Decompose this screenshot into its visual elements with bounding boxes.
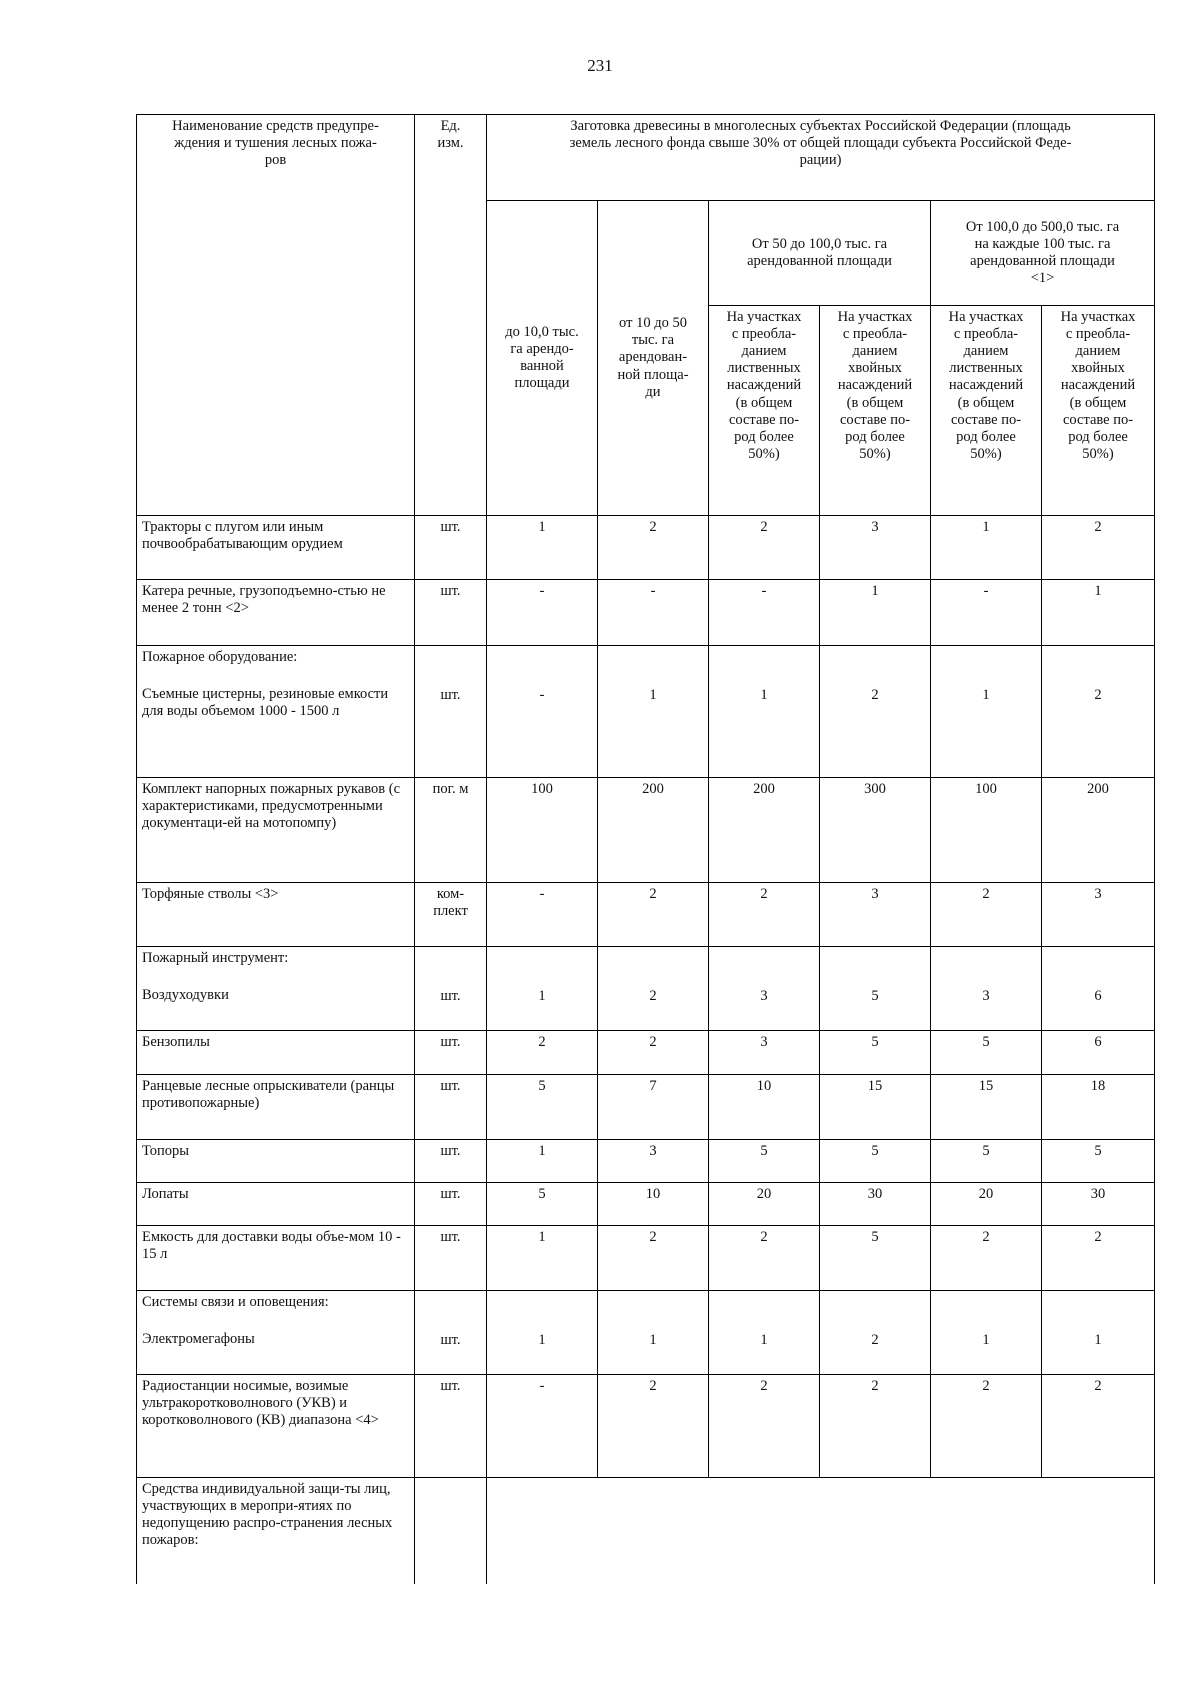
row-value-text: 20 [756,1186,772,1202]
spacer [603,1294,703,1332]
row-value [931,1075,1042,1140]
row-value-text: 1 [538,1143,546,1159]
row-value-text: 2 [538,1034,546,1050]
table-row [137,1075,1155,1140]
row-value [820,1291,931,1375]
row-value-text: 18 [1090,1078,1106,1094]
row-value [709,580,820,646]
row-value [931,778,1042,883]
row-value-text: 200 [1087,781,1109,797]
row-value-text: 5 [871,1034,879,1050]
row-value [598,1140,709,1183]
row-value-text: 1 [538,1229,546,1245]
row-value [598,1226,709,1291]
row-value-text: 2 [649,988,657,1004]
table-row [137,646,1155,778]
row-value [598,1183,709,1226]
row-value [598,1075,709,1140]
table-row [137,516,1155,580]
row-value-text: 1 [538,988,546,1004]
row-unit-text: шт. [440,1034,461,1050]
row-value-text: 300 [864,781,886,797]
row-name-cell [137,947,415,1031]
row-value [820,778,931,883]
row-value [820,516,931,580]
row-value [1042,516,1155,580]
row-unit [415,1140,487,1183]
row-value-text: 2 [649,886,657,902]
row-name: Торфяные стволы <3> [142,886,279,902]
row-unit [415,516,487,580]
row-value-text: - [539,583,545,599]
table-row [137,1375,1155,1478]
row-value [598,1031,709,1075]
row-value-text: 5 [982,1034,990,1050]
header-name: Наименование средств предупре- ждения и тушения лесных пожа- ров [137,115,415,516]
row-name: Катера речные, грузоподъемно-стью не менее 2 тонн <2> [142,583,386,617]
spacer [492,1294,592,1332]
row-unit [415,1226,487,1291]
row-value-text: 30 [867,1186,883,1202]
row-value-text: 5 [871,1229,879,1245]
section-title: Пожарное оборудование: [142,649,298,665]
row-value-text: 3 [760,988,768,1004]
row-value [1042,1291,1155,1375]
row-name: Ранцевые лесные опрыскиватели (ранцы противопожарные) [142,1078,395,1112]
row-value [820,1183,931,1226]
spacer [825,649,925,687]
row-value-text: 1 [982,1332,990,1348]
row-value [709,947,820,1031]
spacer [420,649,481,687]
row-unit-text: шт. [440,1229,461,1245]
table-row [137,1291,1155,1375]
table-row [137,1183,1155,1226]
header-col-upto-10: до 10,0 тыс. га арендо- ванной площади [487,201,598,516]
row-value [931,947,1042,1031]
spacer [603,950,703,988]
row-value [820,1075,931,1140]
row-value [487,883,598,947]
row-value-text: 5 [1094,1143,1102,1159]
row-value-text: 1 [1094,583,1102,599]
spacer [492,950,592,988]
spacer [825,950,925,988]
row-unit [415,1075,487,1140]
row-unit [415,580,487,646]
row-unit [415,646,487,778]
row-name: Тракторы с плугом или иным почвообрабатывающим орудием [142,519,343,553]
row-value [487,580,598,646]
spacer [936,649,1036,687]
spacer [492,649,592,687]
row-value-text: 3 [982,988,990,1004]
row-value [598,883,709,947]
row-value [709,1031,820,1075]
row-value-text: 5 [982,1143,990,1159]
row-name: Средства индивидуальной защи-ты лиц, участвующих в меропри-ятиях по недопущению распро-странения лесных пожаров: [142,1481,393,1549]
row-value-text: 5 [871,1143,879,1159]
row-value-text: 2 [1094,1378,1102,1394]
row-name: Топоры [142,1143,190,1159]
spacer [1047,1294,1149,1332]
row-value-text: 3 [760,1034,768,1050]
row-value-text: 2 [1094,1229,1102,1245]
row-name-cell [137,1375,415,1478]
row-unit [415,778,487,883]
row-name-cell [137,1226,415,1291]
row-value [931,1140,1042,1183]
row-unit-text: шт. [440,1143,461,1159]
row-value [820,1031,931,1075]
row-value-text: 1 [538,1332,546,1348]
row-name: Электромегафоны [142,1331,255,1348]
row-value-text: 200 [753,781,775,797]
row-value [709,1375,820,1478]
row-value [931,1375,1042,1478]
row-value [487,516,598,580]
header-col-10-50: от 10 до 50 тыс. га арендован- ной площа- ди [598,201,709,516]
row-name: Воздуходувки [142,987,229,1004]
row-value-text: - [761,583,767,599]
spacer [825,1294,925,1332]
header-sub-coniferous: На участках с преобла- данием хвойных насаждений (в общем составе по- род более 50%) [1042,306,1155,516]
row-value-text: 2 [649,1034,657,1050]
row-value-text: 3 [871,519,879,535]
page-number: 231 [587,56,613,75]
row-value-text: - [983,583,989,599]
row-name-cell [137,1478,415,1584]
section-title: Пожарный инструмент: [142,950,289,966]
row-value-text: 2 [649,1229,657,1245]
table-row [137,947,1155,1031]
row-unit-text: ком- плект [433,886,468,920]
row-values-empty [487,1478,1155,1584]
row-unit-text: пог. м [432,781,469,797]
row-value [709,646,820,778]
row-value [487,1183,598,1226]
row-value [487,778,598,883]
row-value-text: 2 [760,1378,768,1394]
row-value-text: 2 [649,1378,657,1394]
row-value-text: 1 [649,1332,657,1348]
row-value-text: 1 [649,687,657,703]
row-value [709,1291,820,1375]
row-value [709,1075,820,1140]
row-name-cell [137,580,415,646]
row-value [931,883,1042,947]
row-value-text: 1 [871,583,879,599]
row-value [931,1226,1042,1291]
row-value [598,947,709,1031]
row-value [598,1291,709,1375]
row-value-text: 20 [978,1186,994,1202]
header-sub-deciduous: На участках с преобла- данием лиственных насаждений (в общем составе по- род более 50%) [931,306,1042,516]
row-value [1042,1183,1155,1226]
header-unit: Ед. изм. [415,115,487,516]
row-value-text: 2 [982,1378,990,1394]
row-name: Лопаты [142,1186,189,1202]
row-unit [415,1183,487,1226]
row-value [709,1226,820,1291]
row-value-text: 2 [871,1332,879,1348]
row-value [820,580,931,646]
row-value [1042,580,1155,646]
row-value-text: 30 [1090,1186,1106,1202]
row-value [598,778,709,883]
row-value-text: 5 [538,1078,546,1094]
row-value [1042,1031,1155,1075]
row-name-cell [137,883,415,947]
row-value [598,516,709,580]
row-value-text: 6 [1094,1034,1102,1050]
row-value-text: 100 [975,781,997,797]
row-name-cell [137,646,415,778]
row-name-cell [137,1075,415,1140]
row-unit-text: шт. [440,687,461,703]
row-value [709,516,820,580]
table-row [137,883,1155,947]
row-value-text: 2 [649,519,657,535]
row-value-text: 10 [756,1078,772,1094]
row-value-text: 2 [871,687,879,703]
row-unit-text: шт. [440,988,461,1004]
spacer [603,649,703,687]
spacer [714,950,814,988]
table-row [137,1140,1155,1183]
row-value [487,1031,598,1075]
row-value-text: 1 [760,1332,768,1348]
row-value [598,646,709,778]
spacer [420,950,481,988]
row-value [931,646,1042,778]
row-name-cell [137,1031,415,1075]
row-value-text: 1 [982,687,990,703]
row-value [931,516,1042,580]
row-value-text: 3 [871,886,879,902]
row-value [1042,1226,1155,1291]
row-value [487,1075,598,1140]
row-unit [415,947,487,1031]
row-value [1042,646,1155,778]
row-value-text: 1 [1094,1332,1102,1348]
row-value-text: 3 [649,1143,657,1159]
row-value-text: 2 [1094,687,1102,703]
row-value [820,646,931,778]
row-value [487,1375,598,1478]
row-value [487,1226,598,1291]
row-value [487,1291,598,1375]
row-value [931,1031,1042,1075]
spacer [1047,649,1149,687]
row-unit [415,1291,487,1375]
header-group-100-500: От 100,0 до 500,0 тыс. га на каждые 100 тыс. га арендованной площади <1> [931,201,1155,306]
row-value-text: 2 [982,1229,990,1245]
row-value-text: 15 [867,1078,883,1094]
row-value-text: 5 [760,1143,768,1159]
row-unit-text: шт. [440,1186,461,1202]
row-unit-text: шт. [440,1078,461,1094]
row-value [1042,778,1155,883]
header-group-50-100: От 50 до 100,0 тыс. га арендованной площади [709,201,931,306]
row-unit-text: шт. [440,1378,461,1394]
row-value-text: 2 [1094,519,1102,535]
row-value [1042,883,1155,947]
row-value [598,580,709,646]
row-value-text: - [539,886,545,902]
row-value-text: 2 [760,886,768,902]
header-sub-coniferous: На участках с преобла- данием хвойных насаждений (в общем составе по- род более 50%) [820,306,931,516]
row-value [709,883,820,947]
row-unit [415,1031,487,1075]
row-unit [415,883,487,947]
row-value-text: 2 [871,1378,879,1394]
row-name: Радиостанции носимые, возимые ультракоротковолнового (УКВ) и коротковолнового (КВ) диапазона <4> [142,1378,379,1429]
row-name: Емкость для доставки воды объе-мом 10 - 15 л [142,1229,401,1263]
row-value-text: - [539,1378,545,1394]
row-name-cell [137,1140,415,1183]
spacer [1047,950,1149,988]
spacer [714,1294,814,1332]
row-value-text: 2 [982,886,990,902]
row-name: Съемные цистерны, резиновые емкости для воды объемом 1000 - 1500 л [142,686,389,720]
table-row [137,778,1155,883]
row-value [820,1140,931,1183]
row-value [1042,947,1155,1031]
row-value [820,1226,931,1291]
row-value [487,1140,598,1183]
row-value [931,580,1042,646]
section-title: Системы связи и оповещения: [142,1294,329,1310]
row-value-text: - [539,687,545,703]
spacer [714,649,814,687]
row-value [487,646,598,778]
row-value [931,1291,1042,1375]
row-value-text: 200 [642,781,664,797]
row-unit [415,1375,487,1478]
row-value-text: 5 [538,1186,546,1202]
row-value [820,883,931,947]
header-group: Заготовка древесины в многолесных субъектах Российской Федерации (площадь земель лесного фонда свыше 30% от общей площади субъекта Российской Феде- рации) [487,115,1155,201]
row-value-text: 2 [760,1229,768,1245]
row-value-text: 15 [978,1078,994,1094]
spacer [420,1294,481,1332]
header-sub-deciduous: На участках с преобла- данием лиственных насаждений (в общем составе по- род более 50%) [709,306,820,516]
row-name-cell [137,1183,415,1226]
row-name: Бензопилы [142,1034,210,1050]
row-value [709,1183,820,1226]
row-value [820,1375,931,1478]
row-name-cell [137,778,415,883]
row-value-text: 10 [645,1186,661,1202]
row-name: Комплект напорных пожарных рукавов (с характеристиками, предусмотренными документаци-ей на мотопомпу) [142,781,401,832]
row-value [1042,1075,1155,1140]
table-row [137,1226,1155,1291]
row-value-text: 1 [760,687,768,703]
row-value [487,947,598,1031]
spacer [936,1294,1036,1332]
row-unit-text: шт. [440,583,461,599]
table-row-cutoff [137,1478,1155,1584]
table-row [137,580,1155,646]
row-value-text: 7 [649,1078,657,1094]
row-value-text: - [650,583,656,599]
row-value [820,947,931,1031]
row-value-text: 100 [531,781,553,797]
row-value-text: 5 [871,988,879,1004]
fire-equipment-norms-table [136,114,1155,1584]
row-unit-text: шт. [440,1332,461,1348]
row-unit [415,1478,487,1584]
row-unit-text: шт. [440,519,461,535]
row-value-text: 6 [1094,988,1102,1004]
row-value [709,1140,820,1183]
row-name-cell [137,1291,415,1375]
row-value-text: 1 [538,519,546,535]
row-value-text: 3 [1094,886,1102,902]
row-value [1042,1140,1155,1183]
table-row [137,1031,1155,1075]
row-name-cell [137,516,415,580]
row-value-text: 1 [982,519,990,535]
row-value [709,778,820,883]
row-value [931,1183,1042,1226]
row-value [598,1375,709,1478]
row-value [1042,1375,1155,1478]
row-value-text: 2 [760,519,768,535]
spacer [936,950,1036,988]
